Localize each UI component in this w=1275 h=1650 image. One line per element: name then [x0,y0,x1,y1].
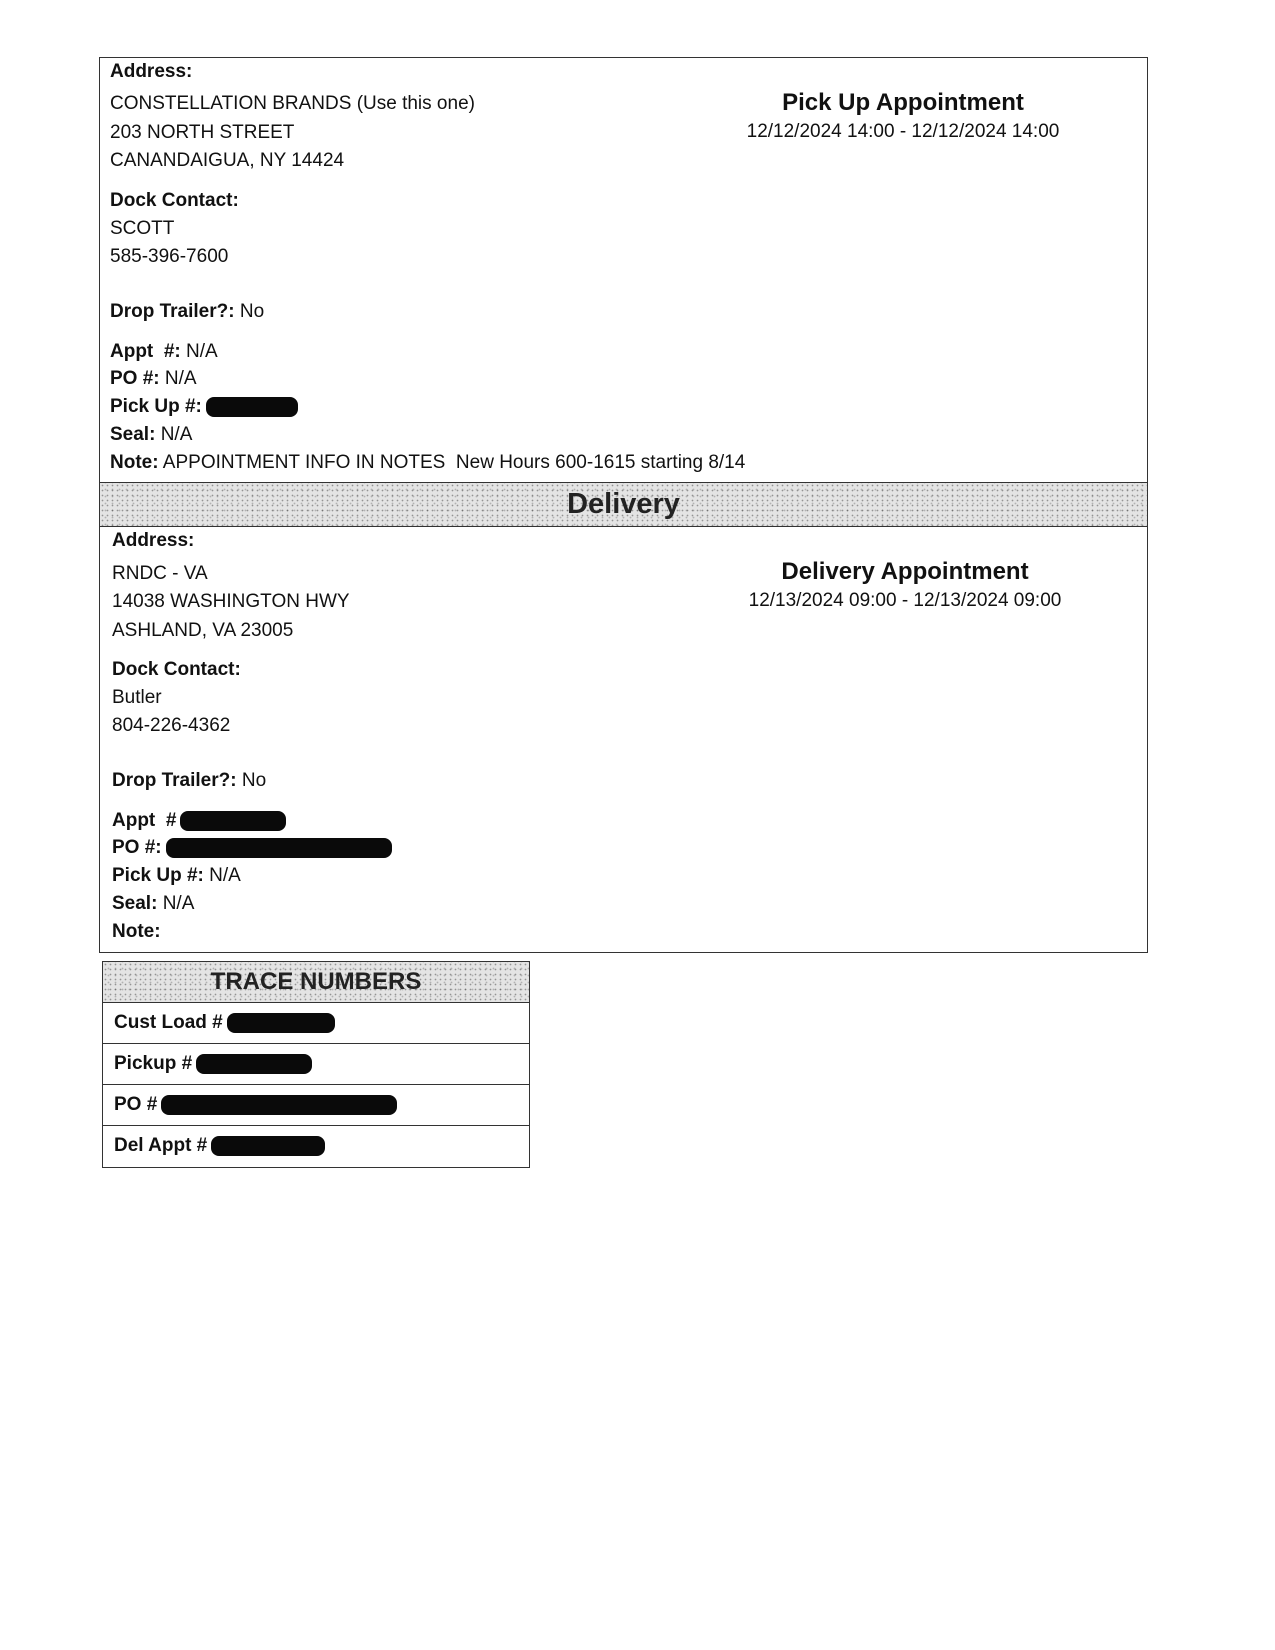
delivery-dock-contact-label: Dock Contact: [112,659,241,680]
pickup-appointment-range: 12/12/2024 14:00 - 12/12/2024 14:00 [746,121,1060,142]
delivery-address-line-1: RNDC - VA [112,563,208,584]
delivery-dock-contact-name: Butler [112,687,162,708]
delivery-pickup-number: Pick Up #: N/A [112,865,241,886]
pickup-address-line-1: CONSTELLATION BRANDS (Use this one) [110,93,475,114]
pickup-drop-trailer: Drop Trailer?: No [110,301,265,322]
redaction-mark [180,811,286,831]
delivery-address-line-3: ASHLAND, VA 23005 [112,620,294,641]
delivery-address-label: Address: [112,530,195,551]
delivery-appointment-range: 12/13/2024 09:00 - 12/13/2024 09:00 [748,590,1062,611]
delivery-appt-number: Appt # [112,809,286,833]
trace-numbers-header [103,962,529,1003]
pickup-address-line-3: CANANDAIGUA, NY 14424 [110,150,345,171]
trace-numbers-title: TRACE NUMBERS [210,968,422,995]
redaction-mark [196,1054,312,1074]
trace-row-pickup: Pickup # [103,1044,529,1085]
redaction-mark [161,1095,397,1115]
pickup-address-label: Address: [110,61,193,82]
redaction-mark [211,1136,325,1156]
pickup-seal: Seal: N/A [110,424,193,445]
pickup-po-number: PO #: N/A [110,368,197,389]
delivery-po-number: PO #: [112,836,392,860]
pickup-note: Note: APPOINTMENT INFO IN NOTES New Hours 600-1615 starting 8/14 [110,452,746,473]
delivery-note: Note: [112,921,161,942]
delivery-dock-contact-phone: 804-226-4362 [112,715,231,736]
trace-row-del-appt: Del Appt # [103,1126,529,1167]
pickup-pickup-number: Pick Up #: [110,395,298,419]
delivery-address-line-2: 14038 WASHINGTON HWY [112,591,350,612]
redaction-mark [206,397,298,417]
delivery-seal: Seal: N/A [112,893,195,914]
trace-numbers-table [102,961,530,1168]
delivery-section-header [99,482,1148,527]
pickup-dock-contact-label: Dock Contact: [110,190,239,211]
trace-row-po: PO # [103,1085,529,1126]
redaction-mark [166,838,392,858]
delivery-section-title: Delivery [567,488,680,520]
pickup-dock-contact-phone: 585-396-7600 [110,246,229,267]
delivery-drop-trailer: Drop Trailer?: No [112,770,267,791]
pickup-appt-number: Appt #: N/A [110,341,218,362]
pickup-dock-contact-name: SCOTT [110,218,175,239]
delivery-appointment-title: Delivery Appointment [781,558,1029,585]
pickup-appointment-title: Pick Up Appointment [782,89,1024,116]
trace-row-cust-load: Cust Load # [103,1003,529,1044]
redaction-mark [227,1013,335,1033]
pickup-address-line-2: 203 NORTH STREET [110,122,295,143]
